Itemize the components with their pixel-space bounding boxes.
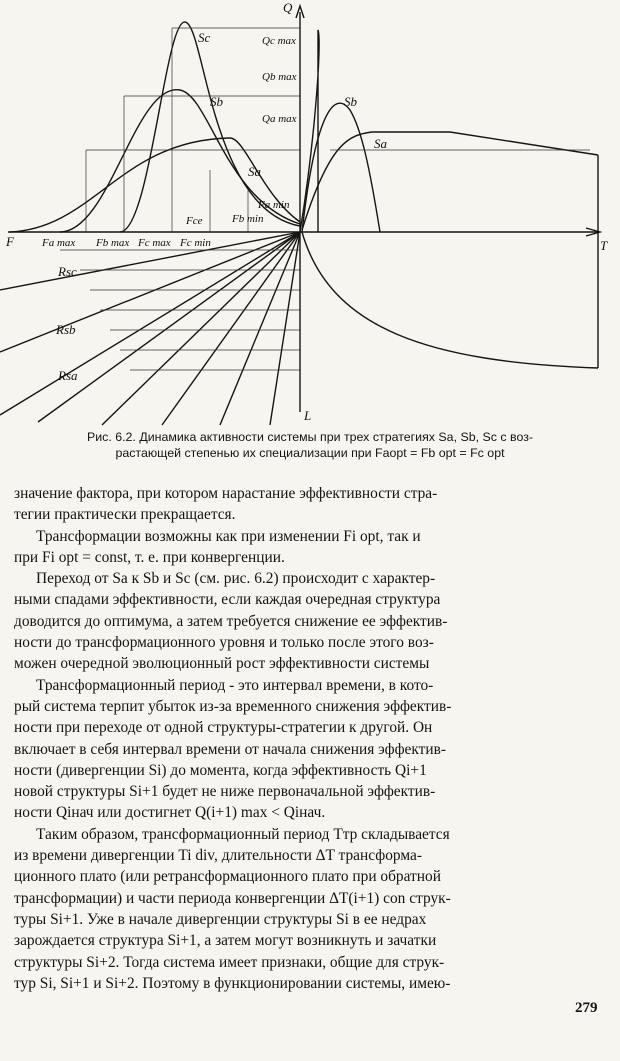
- q-axis-label: Q: [283, 0, 293, 15]
- body-text: [14, 483, 614, 994]
- qc-peak-curve: [300, 30, 319, 232]
- fce-label: Fce: [186, 215, 203, 227]
- fa-max-label: Fa max: [42, 237, 76, 249]
- l-axis-label: L: [304, 408, 312, 423]
- fb-max-label: Fb max: [96, 237, 130, 249]
- text-line: Трансформации возможны как при изменении Fi opt, так и: [36, 527, 421, 545]
- fc-min-label: Fc min: [180, 237, 211, 249]
- rsa-line: [0, 232, 300, 415]
- page-number: 279: [575, 1000, 598, 1016]
- text-line: Переход от Sa к Sb и Sc (см. рис. 6.2) происходит с характер-: [36, 570, 436, 588]
- sc-label: Sc: [198, 30, 211, 45]
- text-line: структуры Si+2. Тогда система имеет признаки, общие для струк-: [14, 953, 445, 971]
- text-line: тур Si, Si+1 и Si+2. Поэтому в функционировании системы, имею-: [14, 974, 451, 992]
- text-line: Трансформационный период - это интервал времени, в кото-: [36, 676, 434, 694]
- fc-max-label: Fc max: [138, 237, 171, 249]
- rsc-label: Rsc: [58, 264, 77, 279]
- text-line: зарождается структура Si+1, а затем могут возникнуть и зачатки: [14, 932, 437, 950]
- rsa-label: Rsa: [58, 368, 78, 383]
- sa-right-label: Sa: [374, 136, 387, 151]
- sb-right-label: Sb: [344, 94, 357, 109]
- text-line: из времени дивергенции Ti div, длительности ΔT трансформа-: [14, 847, 422, 865]
- sa-right-curve: [302, 132, 598, 230]
- fb-min-label: Fb min: [232, 213, 264, 225]
- text-line: ности до трансформационного уровня и только после этого воз-: [14, 634, 434, 652]
- perspective-line: [270, 232, 300, 425]
- text-line: тегии практически прекращается.: [14, 506, 236, 524]
- text-line: рый система терпит убыток из-за временного снижения эффектив-: [14, 697, 452, 715]
- figure-6-2: [0, 0, 620, 430]
- text-line: ными спадами эффективности, если каждая очередная структура: [14, 591, 441, 609]
- text-line: ности Qiнач или достигнет Q(i+1) max < Qiнач.: [14, 804, 326, 822]
- sa-label: Sa: [248, 164, 261, 179]
- qc-max-label: Qc max: [262, 35, 296, 47]
- text-line: трансформации) и части периода конвергенции ΔT(i+1) con струк-: [14, 889, 451, 907]
- text-line: ности при переходе от одной структуры-стратегии к другой. Он: [14, 719, 433, 737]
- qb-max-label: Qb max: [262, 71, 297, 83]
- figure-caption: [0, 429, 620, 461]
- text-line: туры Si+1. Уже в начале дивергенции структуры Si в ее недрах: [14, 910, 427, 928]
- caption-line: растающей степенью их специализации при Faopt = Fb opt = Fc opt: [115, 446, 505, 460]
- qa-max-label: Qa max: [262, 113, 297, 125]
- caption-line: Рис. 6.2. Динамика активности системы при трех стратегиях Sa, Sb, Sc с воз-: [86, 430, 534, 444]
- rsb-label: Rsb: [56, 322, 76, 337]
- t-axis-label: T: [600, 238, 608, 253]
- text-line: Таким образом, трансформационный период Tтр складывается: [36, 825, 450, 843]
- text-line: ционного плато (или ретрансформационного плато при обратной: [14, 868, 441, 886]
- perspective-line: [162, 232, 300, 425]
- text-line: доводится до оптимума, а затем требуется снижение ее эффектив-: [14, 612, 448, 630]
- perspective-line: [102, 232, 300, 425]
- text-line: включает в себя интервал времени от начала снижения эффектив-: [14, 740, 446, 758]
- decay-curve: [302, 232, 598, 368]
- f-axis-label: F: [6, 234, 14, 249]
- text-line: при Fi opt = const, т. е. при конвергенции.: [14, 548, 285, 566]
- text-line: значение фактора, при котором нарастание эффективности стра-: [14, 485, 438, 502]
- text-line: ности (дивергенции Si) до момента, когда эффективность Qi+1: [14, 761, 427, 779]
- figure-drawing: [0, 0, 620, 430]
- sb-label: Sb: [210, 94, 223, 109]
- fa-min-label: Fa min: [258, 199, 290, 211]
- text-line: можен очередной эволюционный рост эффективности системы: [14, 655, 430, 673]
- text-line: новой структуры Si+1 будет не ниже первоначальной эффектив-: [14, 783, 436, 801]
